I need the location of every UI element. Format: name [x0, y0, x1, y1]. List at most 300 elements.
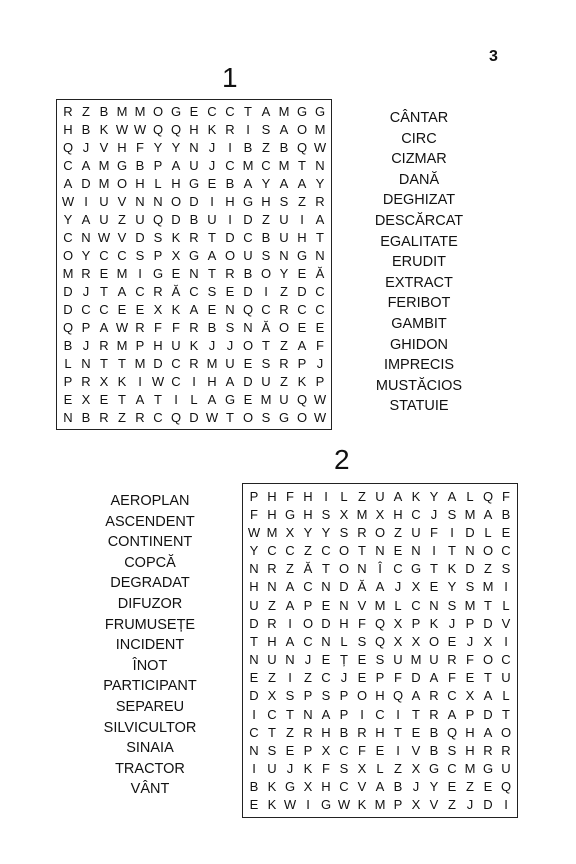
grid-letter: C	[135, 283, 145, 299]
grid-letter: I	[450, 524, 454, 540]
grid-letter: E	[501, 524, 511, 540]
grid-letter: M	[356, 506, 368, 522]
word-list-item: DANĂ	[398, 171, 440, 188]
grid-letter: B	[99, 104, 109, 120]
word-list-item: EXTRACT	[385, 274, 453, 291]
grid-letter: Z	[280, 337, 288, 353]
grid-letter: C	[207, 104, 217, 120]
grid-letter: K	[99, 122, 109, 138]
grid-letter: K	[171, 301, 181, 317]
grid-letter: T	[286, 706, 294, 722]
grid-letter: Ă	[303, 561, 313, 577]
grid-letter: N	[189, 265, 199, 281]
grid-letter: C	[261, 158, 271, 174]
grid-letter: E	[225, 283, 235, 299]
grid-letter: I	[246, 122, 250, 138]
grid-letter: W	[97, 230, 111, 246]
grid-letter: L	[466, 488, 474, 504]
grid-letter: B	[243, 140, 253, 156]
grid-letter: S	[321, 688, 331, 704]
grid-letter: G	[242, 194, 254, 210]
grid-letter: H	[63, 122, 73, 138]
grid-letter: Q	[62, 140, 74, 156]
grid-letter: Y	[171, 140, 181, 156]
grid-letter: H	[189, 122, 199, 138]
grid-letter: Z	[394, 524, 402, 540]
word-list-item: IMPRECIS	[383, 357, 455, 374]
grid-letter: D	[243, 283, 253, 299]
grid-letter: R	[225, 122, 235, 138]
grid-letter: E	[135, 301, 145, 317]
grid-letter: O	[356, 688, 368, 704]
grid-letter: Z	[448, 797, 456, 813]
grid-letter: L	[376, 761, 384, 777]
grid-letter: E	[249, 797, 259, 813]
word-list-item: COPCĂ	[124, 554, 176, 571]
grid-letter: Q	[152, 212, 164, 228]
grid-letter: D	[243, 373, 253, 389]
grid-letter: A	[261, 104, 271, 120]
grid-letter: X	[171, 248, 181, 264]
grid-letter: U	[99, 212, 109, 228]
grid-letter: Ă	[261, 319, 271, 335]
grid-letter: A	[279, 122, 289, 138]
grid-letter: Z	[280, 373, 288, 389]
puzzle-1-number: 1	[222, 62, 238, 93]
grid-letter: P	[297, 355, 307, 371]
grid-letter: Z	[304, 543, 312, 559]
grid-letter: S	[135, 248, 145, 264]
grid-letter: P	[81, 319, 91, 335]
grid-letter: S	[267, 742, 277, 758]
grid-letter: Z	[484, 561, 492, 577]
grid-letter: M	[464, 761, 476, 777]
grid-letter: J	[448, 615, 456, 631]
grid-letter: Z	[118, 212, 126, 228]
grid-letter: U	[501, 670, 511, 686]
grid-letter: O	[482, 543, 494, 559]
grid-letter: M	[116, 265, 128, 281]
grid-letter: P	[393, 797, 403, 813]
grid-letter: B	[63, 337, 73, 353]
grid-letter: G	[278, 409, 290, 425]
grid-letter: H	[321, 724, 331, 740]
grid-letter: J	[394, 579, 402, 595]
grid-letter: H	[297, 230, 307, 246]
grid-letter: T	[262, 337, 270, 353]
grid-letter: Y	[153, 140, 163, 156]
grid-letter: W	[205, 409, 219, 425]
grid-letter: R	[81, 373, 91, 389]
grid-letter: J	[226, 337, 234, 353]
grid-letter: R	[99, 337, 109, 353]
grid-letter: Q	[482, 488, 494, 504]
grid-letter: X	[411, 797, 421, 813]
grid-letter: O	[260, 265, 272, 281]
grid-letter: I	[288, 615, 292, 631]
grid-letter: E	[207, 176, 217, 192]
grid-letter: S	[339, 524, 349, 540]
grid-letter: B	[429, 724, 439, 740]
grid-letter: S	[285, 688, 295, 704]
grid-letter: R	[63, 104, 73, 120]
grid-letter: R	[279, 301, 289, 317]
grid-letter: U	[171, 337, 181, 353]
grid-letter: O	[482, 652, 494, 668]
grid-letter: M	[464, 506, 476, 522]
grid-letter: E	[297, 319, 307, 335]
grid-letter: F	[286, 488, 294, 504]
grid-letter: C	[261, 301, 271, 317]
grid-letter: Q	[392, 688, 404, 704]
grid-letter: U	[261, 373, 271, 389]
grid-letter: M	[278, 104, 290, 120]
grid-letter: D	[63, 301, 73, 317]
grid-letter: Î	[378, 561, 382, 577]
grid-letter: F	[358, 615, 366, 631]
grid-letter: C	[321, 543, 331, 559]
grid-letter: K	[171, 230, 181, 246]
grid-letter: Ă	[315, 265, 325, 281]
grid-letter: T	[118, 391, 126, 407]
grid-letter: X	[411, 633, 421, 649]
grid-letter: M	[374, 797, 386, 813]
grid-letter: C	[297, 301, 307, 317]
grid-letter: C	[249, 724, 259, 740]
grid-letter: L	[340, 633, 348, 649]
grid-letter: P	[315, 373, 325, 389]
grid-letter: B	[261, 230, 271, 246]
grid-letter: A	[315, 212, 325, 228]
word-list-item: CIRC	[401, 130, 437, 147]
grid-letter: Y	[447, 579, 457, 595]
word-list-item: MUSTĂCIOS	[375, 377, 463, 394]
grid-letter: T	[412, 706, 420, 722]
grid-letter: M	[260, 391, 272, 407]
grid-letter: O	[152, 104, 164, 120]
grid-letter: I	[84, 194, 88, 210]
grid-letter: U	[429, 652, 439, 668]
grid-letter: C	[225, 158, 235, 174]
grid-letter: N	[279, 248, 289, 264]
grid-letter: I	[396, 742, 400, 758]
grid-letter: O	[500, 724, 512, 740]
word-list-item: EGALITATE	[380, 233, 458, 250]
grid-letter: C	[99, 301, 109, 317]
grid-letter: A	[81, 158, 91, 174]
grid-letter: G	[410, 561, 422, 577]
grid-letter: W	[247, 524, 261, 540]
grid-letter: N	[249, 742, 259, 758]
grid-letter: U	[393, 652, 403, 668]
grid-letter: N	[339, 597, 349, 613]
grid-letter: F	[394, 670, 402, 686]
grid-letter: O	[278, 319, 290, 335]
grid-letter: U	[189, 158, 199, 174]
word-list-item: CÂNTAR	[389, 110, 449, 126]
grid-letter: C	[81, 301, 91, 317]
grid-letter: X	[303, 779, 313, 795]
grid-letter: Q	[62, 319, 74, 335]
grid-letter: O	[296, 122, 308, 138]
grid-letter: S	[261, 409, 271, 425]
grid-letter: X	[483, 633, 493, 649]
grid-letter: X	[81, 391, 91, 407]
grid-letter: E	[411, 724, 421, 740]
grid-letter: E	[465, 670, 475, 686]
grid-letter: I	[300, 212, 304, 228]
grid-letter: J	[82, 337, 90, 353]
grid-letter: W	[61, 194, 75, 210]
grid-letter: F	[316, 337, 324, 353]
grid-letter: E	[375, 742, 385, 758]
grid-letter: M	[116, 337, 128, 353]
grid-letter: H	[207, 373, 217, 389]
grid-letter: I	[174, 391, 178, 407]
grid-letter: A	[429, 670, 439, 686]
word-list-item: TRACTOR	[115, 760, 185, 777]
grid-letter: W	[313, 140, 327, 156]
grid-letter: X	[393, 633, 403, 649]
grid-letter: I	[228, 140, 232, 156]
grid-letter: B	[243, 265, 253, 281]
grid-letter: W	[313, 409, 327, 425]
grid-letter: H	[135, 176, 145, 192]
grid-letter: I	[192, 373, 196, 389]
grid-letter: X	[411, 579, 421, 595]
grid-letter: R	[267, 615, 277, 631]
grid-letter: G	[320, 797, 332, 813]
grid-letter: U	[279, 391, 289, 407]
grid-letter: O	[242, 409, 254, 425]
grid-letter: M	[62, 265, 74, 281]
grid-letter: N	[135, 194, 145, 210]
grid-letter: K	[303, 761, 313, 777]
word-list-item: ÎNOT	[132, 657, 168, 674]
grid-letter: C	[63, 230, 73, 246]
grid-letter: R	[189, 230, 199, 246]
grid-letter: I	[210, 194, 214, 210]
grid-letter: O	[116, 176, 128, 192]
grid-letter: A	[189, 301, 199, 317]
grid-letter: F	[502, 488, 510, 504]
grid-letter: T	[250, 633, 258, 649]
grid-letter: P	[339, 706, 349, 722]
grid-letter: D	[189, 409, 199, 425]
grid-letter: G	[116, 158, 128, 174]
grid-letter: R	[483, 742, 493, 758]
grid-letter: X	[267, 688, 277, 704]
grid-letter: D	[135, 230, 145, 246]
grid-letter: Z	[268, 597, 276, 613]
grid-letter: F	[136, 140, 144, 156]
grid-letter: C	[267, 543, 277, 559]
grid-letter: J	[430, 506, 438, 522]
grid-letter: A	[321, 706, 331, 722]
grid-letter: E	[243, 355, 253, 371]
grid-letter: C	[321, 670, 331, 686]
grid-letter: G	[296, 104, 308, 120]
grid-letter: L	[502, 688, 510, 704]
grid-letter: G	[284, 779, 296, 795]
grid-letter: S	[375, 652, 385, 668]
grid-letter: H	[267, 633, 277, 649]
grid-letter: R	[267, 561, 277, 577]
grid-letter: M	[242, 158, 254, 174]
grid-letter: Z	[262, 140, 270, 156]
grid-letter: T	[448, 543, 456, 559]
grid-letter: E	[321, 652, 331, 668]
grid-letter: R	[225, 265, 235, 281]
grid-letter: C	[411, 506, 421, 522]
grid-letter: S	[447, 597, 457, 613]
grid-letter: J	[208, 337, 216, 353]
grid-letter: G	[224, 391, 236, 407]
word-list-item: STATUIE	[389, 398, 449, 415]
grid-letter: C	[501, 652, 511, 668]
word-list-item: ASCENDENT	[105, 513, 195, 530]
grid-letter: G	[428, 761, 440, 777]
grid-letter: I	[504, 797, 508, 813]
grid-letter: C	[447, 761, 457, 777]
grid-letter: E	[207, 301, 217, 317]
grid-letter: D	[297, 283, 307, 299]
grid-letter: M	[134, 355, 146, 371]
grid-letter: E	[357, 652, 367, 668]
grid-letter: A	[375, 779, 385, 795]
grid-letter: M	[374, 597, 386, 613]
grid-letter: D	[483, 615, 493, 631]
grid-letter: H	[267, 506, 277, 522]
grid-letter: B	[225, 176, 235, 192]
grid-letter: A	[483, 506, 493, 522]
grid-letter: T	[268, 724, 276, 740]
word-list-item: DEGRADAT	[110, 575, 190, 592]
grid-letter: Z	[118, 409, 126, 425]
grid-letter: Z	[286, 724, 294, 740]
grid-letter: G	[170, 104, 182, 120]
grid-letter: V	[117, 194, 127, 210]
grid-letter: E	[171, 265, 181, 281]
grid-letter: J	[466, 633, 474, 649]
grid-letter: F	[172, 319, 180, 335]
grid-letter: T	[358, 543, 366, 559]
grid-letter: Z	[262, 212, 270, 228]
grid-letter: C	[303, 579, 313, 595]
grid-letter: I	[264, 283, 268, 299]
grid-letter: D	[249, 615, 259, 631]
grid-letter: K	[297, 373, 307, 389]
grid-letter: I	[324, 488, 328, 504]
grid-letter: G	[188, 248, 200, 264]
grid-letter: Y	[321, 524, 331, 540]
grid-letter: H	[393, 506, 403, 522]
grid-letter: P	[339, 688, 349, 704]
grid-letter: I	[360, 706, 364, 722]
grid-letter: C	[375, 706, 385, 722]
grid-letter: S	[153, 230, 163, 246]
word-list-item: SILVICULTOR	[103, 719, 197, 736]
puzzle-2-number: 2	[334, 444, 350, 475]
grid-letter: O	[338, 543, 350, 559]
word-list-item: SEPAREU	[115, 698, 185, 715]
grid-letter: E	[315, 319, 325, 335]
grid-letter: Y	[315, 176, 325, 192]
grid-letter: A	[447, 488, 457, 504]
grid-letter: M	[98, 176, 110, 192]
grid-letter: B	[501, 506, 511, 522]
grid-letter: T	[208, 265, 216, 281]
grid-letter: E	[483, 779, 493, 795]
grid-letter: E	[99, 265, 109, 281]
grid-letter: Z	[304, 670, 312, 686]
grid-letter: A	[243, 176, 253, 192]
grid-letter: K	[411, 488, 421, 504]
grid-letter: X	[375, 506, 385, 522]
grid-letter: R	[189, 319, 199, 335]
grid-letter: B	[339, 724, 349, 740]
grid-letter: S	[261, 355, 271, 371]
grid-letter: S	[501, 561, 511, 577]
grid-letter: E	[429, 579, 439, 595]
grid-letter: N	[315, 248, 325, 264]
grid-letter: R	[429, 688, 439, 704]
grid-letter: A	[279, 176, 289, 192]
grid-letter: R	[357, 724, 367, 740]
grid-letter: D	[411, 670, 421, 686]
word-list-item: CONTINENT	[107, 534, 193, 551]
grid-letter: P	[303, 742, 313, 758]
grid-letter: E	[189, 104, 199, 120]
grid-letter: W	[115, 319, 129, 335]
grid-letter: P	[303, 688, 313, 704]
grid-letter: R	[357, 524, 367, 540]
grid-letter: B	[249, 779, 259, 795]
grid-letter: B	[429, 742, 439, 758]
grid-letter: U	[99, 194, 109, 210]
grid-letter: K	[207, 122, 217, 138]
grid-letter: X	[285, 524, 295, 540]
grid-letter: H	[339, 615, 349, 631]
grid-letter: X	[321, 742, 331, 758]
grid-letter: R	[279, 355, 289, 371]
grid-letter: B	[81, 122, 91, 138]
grid-letter: F	[250, 506, 258, 522]
grid-letter: M	[116, 104, 128, 120]
grid-letter: S	[447, 742, 457, 758]
grid-letter: N	[81, 230, 91, 246]
grid-letter: S	[447, 506, 457, 522]
grid-letter: O	[224, 248, 236, 264]
grid-letter: K	[357, 797, 367, 813]
grid-letter: W	[337, 797, 351, 813]
grid-letter: Q	[170, 122, 182, 138]
grid-letter: R	[135, 319, 145, 335]
grid-letter: K	[189, 337, 199, 353]
grid-letter: H	[303, 488, 313, 504]
grid-letter: D	[483, 706, 493, 722]
grid-letter: A	[99, 319, 109, 335]
grid-letter: V	[357, 779, 367, 795]
puzzle-2-letter-grid	[242, 483, 518, 818]
grid-letter: S	[357, 633, 367, 649]
grid-letter: R	[135, 409, 145, 425]
grid-letter: N	[267, 579, 277, 595]
grid-letter: N	[285, 652, 295, 668]
grid-letter: P	[411, 615, 421, 631]
grid-letter: Y	[249, 543, 259, 559]
grid-letter: R	[153, 283, 163, 299]
